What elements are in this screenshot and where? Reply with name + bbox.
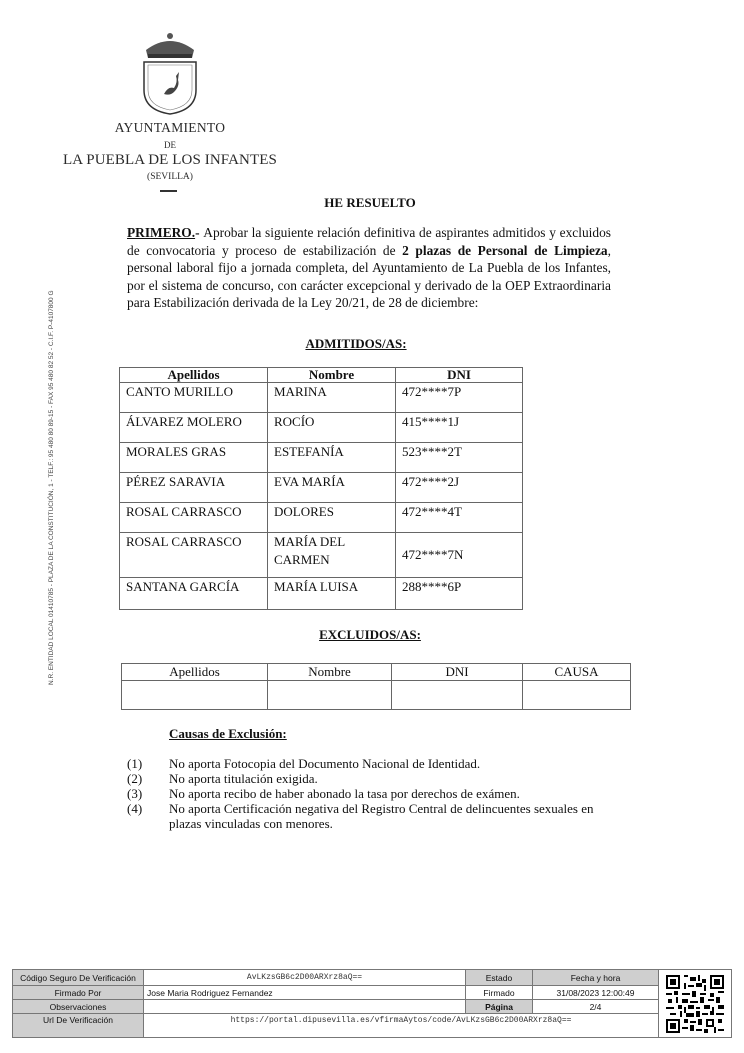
table-row <box>122 681 631 710</box>
pagina-value: 2/4 <box>533 1000 658 1014</box>
cell-nombre: DOLORES <box>268 503 396 533</box>
cell-dni: 472****4T <box>396 503 523 533</box>
admitidos-table <box>119 367 523 610</box>
causas-title: Causas de Exclusión: <box>169 726 287 741</box>
cell-nombre: MARINA <box>268 383 396 413</box>
causa-text: No aporta titulación exigida. <box>169 771 318 786</box>
header-dni: DNI <box>396 368 523 383</box>
excluidos-title: EXCLUIDOS/AS: <box>319 627 421 642</box>
cell-nombre: MARÍA LUISA <box>268 578 396 610</box>
qr-code-icon <box>666 975 724 1033</box>
table-row <box>120 503 523 533</box>
admitidos-title: ADMITIDOS/AS: <box>305 336 407 351</box>
cell-apellidos: ROSAL CARRASCO <box>120 533 268 578</box>
cell-dni: 472****7P <box>396 383 523 413</box>
cell-dni: 523****2T <box>396 443 523 473</box>
cell-nombre: ESTEFANÍA <box>268 443 396 473</box>
cell-dni <box>392 681 523 710</box>
letterhead-line-2: DE <box>164 140 176 150</box>
fecha-value: 31/08/2023 12:00:49 <box>533 986 658 1000</box>
header-nombre: Nombre <box>268 368 396 383</box>
estado-value: Firmado <box>466 986 533 1000</box>
firmado-por-label: Firmado Por <box>13 986 144 1000</box>
cell-apellidos: MORALES GRAS <box>120 443 268 473</box>
qr-code-box <box>659 969 732 1038</box>
resolution-paragraph <box>127 224 611 312</box>
paragraph-bold: 2 plazas de Personal de Limpieza <box>402 242 608 258</box>
fecha-label: Fecha y hora <box>533 970 658 986</box>
paragraph-text-2: , personal laboral fijo a jornada completa, del Ayuntamiento de La Puebla de los Infantes, por el sistema de concurso, con carácter excepcional y derivado de la OEP Extraordinaria para Estabilización derivada de la Ley 20/21, de 28 de diciembre: <box>127 242 611 311</box>
cell-nombre: MARÍA DEL CARMEN <box>268 533 396 578</box>
header-causa: CAUSA <box>523 664 631 681</box>
table-row <box>120 578 523 610</box>
cell-dni: 288****6P <box>396 578 523 610</box>
table-row <box>120 413 523 443</box>
cell-causa <box>523 681 631 710</box>
table-row <box>120 533 523 578</box>
side-address-text: N.R. ENTIDAD LOCAL 01410785 - PLAZA DE LA CONSTITUCIÓN, 1 - TELF.: 95 480 80 89-15 - FAX 95 480 82 52 - C.I.F. P-4107800 G <box>48 290 55 685</box>
header-apellidos: Apellidos <box>120 368 268 383</box>
cell-dni: 472****7N <box>396 533 523 578</box>
cell-apellidos: ÁLVAREZ MOLERO <box>120 413 268 443</box>
cell-nombre <box>268 681 392 710</box>
causa-number: (4) <box>127 801 143 816</box>
causa-number: (2) <box>127 771 143 786</box>
header-apellidos: Apellidos <box>122 664 268 681</box>
cell-nombre: EVA MARÍA <box>268 473 396 503</box>
cell-nombre: ROCÍO <box>268 413 396 443</box>
causa-text: No aporta Fotocopia del Documento Nacional de Identidad. <box>169 756 481 771</box>
table-row <box>120 443 523 473</box>
letterhead-line-3: LA PUEBLA DE LOS INFANTES <box>63 152 277 168</box>
observaciones-label: Observaciones <box>13 1000 144 1014</box>
url-value-link[interactable]: https://portal.dipusevilla.es/vfirmaAytos/code/AvLKzsGB6c2D00ARXrz8aQ== <box>230 1016 572 1025</box>
pagina-label: Página <box>466 1000 533 1014</box>
coat-of-arms-icon <box>134 30 206 115</box>
cell-dni: 472****2J <box>396 473 523 503</box>
causa-text: No aporta recibo de haber abonado la tasa por derechos de exámen. <box>169 786 520 801</box>
estado-label: Estado <box>466 970 533 986</box>
cell-dni: 415****1J <box>396 413 523 443</box>
table-header-row <box>122 664 631 681</box>
letterhead-divider <box>160 190 177 192</box>
url-label: Url De Verificación <box>13 1014 144 1037</box>
causa-number: (1) <box>127 756 143 771</box>
letterhead-line-4: (SEVILLA) <box>147 172 193 182</box>
table-row <box>120 383 523 413</box>
header-nombre: Nombre <box>268 664 392 681</box>
table-row <box>120 473 523 503</box>
causa-number: (3) <box>127 786 143 801</box>
paragraph-text-1: Aprobar la siguiente relación definitiva de aspirantes admitidos y excluidos de convocatoria y proceso de estabilización de <box>127 225 611 258</box>
verification-footer <box>12 969 659 1038</box>
observaciones-value <box>144 1000 466 1014</box>
table-header-row <box>120 368 523 383</box>
causa-text: No aporta Certificación negativa del Registro Central de delincuentes sexuales en plazas vinculadas con menores. <box>169 801 594 831</box>
letterhead-line-1: AYUNTAMIENTO <box>114 120 226 135</box>
cell-apellidos: ROSAL CARRASCO <box>120 503 268 533</box>
csv-label: Código Seguro De Verificación <box>13 970 144 986</box>
excluidos-table <box>121 663 631 710</box>
header-dni: DNI <box>392 664 523 681</box>
csv-value: AvLKzsGB6c2D00ARXrz8aQ== <box>144 970 466 986</box>
cell-apellidos: PÉREZ SARAVIA <box>120 473 268 503</box>
firmado-por-value: Jose Maria Rodriguez Fernandez <box>144 986 466 1000</box>
resolution-title: HE RESUELTO <box>324 195 416 210</box>
paragraph-dash: - <box>195 225 204 240</box>
cell-apellidos: SANTANA GARCÍA <box>120 578 268 610</box>
cell-apellidos <box>122 681 268 710</box>
paragraph-lead: PRIMERO. <box>127 225 196 240</box>
cell-apellidos: CANTO MURILLO <box>120 383 268 413</box>
